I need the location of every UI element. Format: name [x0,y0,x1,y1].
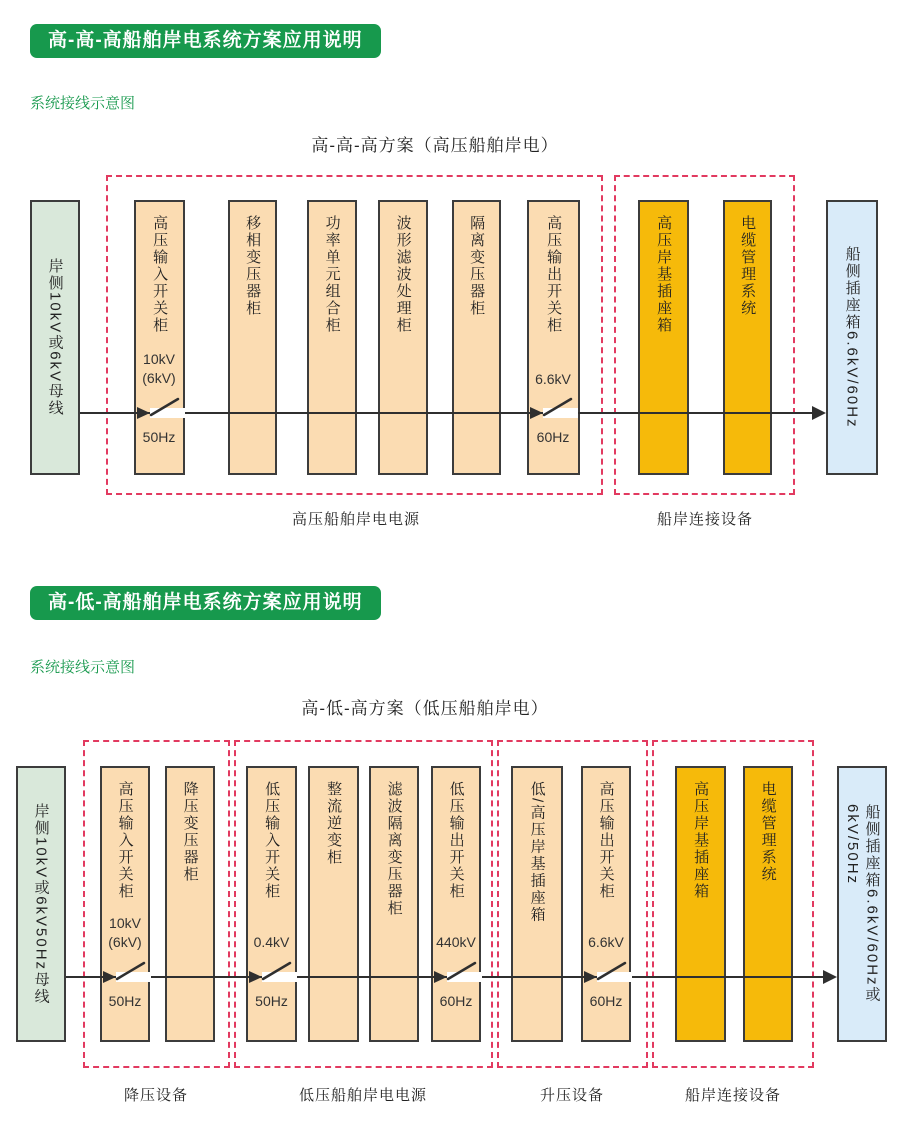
cable-management-system-column [723,200,772,475]
section2-header-badge: 高-低-高船舶岸电系统方案应用说明 [30,586,381,620]
section1-header-badge: 高-高-高船舶岸电系统方案应用说明 [30,24,381,58]
group-label-stepup: 升压设备 [539,1087,604,1104]
diagram2-title: 高-低-高方案（低压船舶岸电） [301,699,549,718]
breaker-switch-icon [137,395,185,431]
breaker-switch-icon [249,959,297,995]
group-label-hv-power-source: 高压船舶岸电电源 [291,511,420,528]
ship-socket-box [837,766,887,1042]
shore-bus-label: 岸侧10kV或6kV母线 [46,257,64,418]
voltage-alt-value: (6kV) [108,933,142,950]
ship-socket-label [843,804,882,1004]
column-label: 波形滤波处理柜 [394,215,412,334]
column-label: 功率单元组合柜 [323,215,341,334]
voltage-annotation [92,914,158,952]
frequency-annotation: 50Hz [255,993,288,1009]
isolation-transformer-column [452,200,501,475]
breaker-switch-icon [103,959,151,995]
voltage-alt-value: (6kV) [142,369,176,386]
hv-shore-socket-box-column [638,200,689,475]
voltage-value: 10kV [143,351,175,367]
ship-socket-label-line1: 船侧插座箱6.6kV/60Hz或 [863,804,881,1004]
breaker-switch-icon [530,395,578,431]
group-label-ship-shore-connection: 船岸连接设备 [656,511,753,528]
column-label: 高压输出开关柜 [545,215,563,334]
section1-subtitle: 系统接线示意图 [30,95,136,112]
breaker-switch-icon [434,959,482,995]
column-label: 降压变压器柜 [181,781,199,883]
column-label: 低压输入开关柜 [263,781,281,900]
column-label: 低/高压岸基插座箱 [528,781,546,924]
shore-bus-label: 岸侧10kV或6kV50Hz母线 [32,802,50,1006]
ship-socket-box [826,200,878,475]
column-label: 高压岸基插座箱 [655,215,673,334]
column-label: 高压输出开关柜 [597,781,615,900]
column-label: 隔离变压器柜 [468,215,486,317]
cable-management-system-column [743,766,793,1042]
voltage-annotation [126,350,192,388]
shore-bus-box [16,766,66,1042]
diagram1-title: 高-高-高方案（高压船舶岸电） [311,136,559,155]
power-unit-combination-column [307,200,357,475]
breaker-switch-icon [584,959,632,995]
ship-socket-label: 船侧插座箱6.6kV/60Hz [843,246,861,429]
frequency-annotation: 60Hz [589,993,623,1009]
power-line [80,412,814,414]
group-label-lv-power-source: 低压船舶岸电电源 [298,1087,427,1104]
group-label-stepdown: 降压设备 [123,1087,188,1104]
stepdown-transformer-column [165,766,215,1042]
voltage-annotation: 0.4kV [253,934,290,950]
rectifier-inverter-column [308,766,359,1042]
waveform-filter-column [378,200,428,475]
frequency-annotation: 50Hz [142,429,176,445]
ship-socket-label-line2: 6kV/50Hz [844,804,861,886]
column-label: 移相变压器柜 [244,215,262,317]
frequency-annotation: 60Hz [439,993,473,1009]
hv-shore-socket-box-column [675,766,726,1042]
section2-subtitle: 系统接线示意图 [30,659,136,676]
lv-hv-shore-socket-box-column [511,766,563,1042]
column-label: 高压输入开关柜 [116,781,134,900]
column-label: 电缆管理系统 [739,215,757,317]
voltage-annotation: 6.6kV [588,934,624,950]
column-label: 滤波隔离变压器柜 [385,781,403,917]
filter-isolation-transformer-column [369,766,419,1042]
frequency-annotation: 60Hz [536,429,570,445]
arrow-right-icon [823,970,837,984]
column-label: 低压输出开关柜 [447,781,465,900]
phase-shift-transformer-column [228,200,277,475]
frequency-annotation: 50Hz [108,993,142,1009]
column-label: 整流逆变柜 [325,781,343,866]
voltage-annotation: 6.6kV [535,371,571,387]
column-label: 高压岸基插座箱 [692,781,710,900]
column-label: 高压输入开关柜 [151,215,169,334]
shore-bus-box [30,200,80,475]
voltage-annotation: 440kV [436,934,476,950]
column-label: 电缆管理系统 [759,781,777,883]
voltage-value: 10kV [109,915,141,931]
group-label-ship-shore-connection: 船岸连接设备 [684,1087,781,1104]
arrow-right-icon [812,406,826,420]
